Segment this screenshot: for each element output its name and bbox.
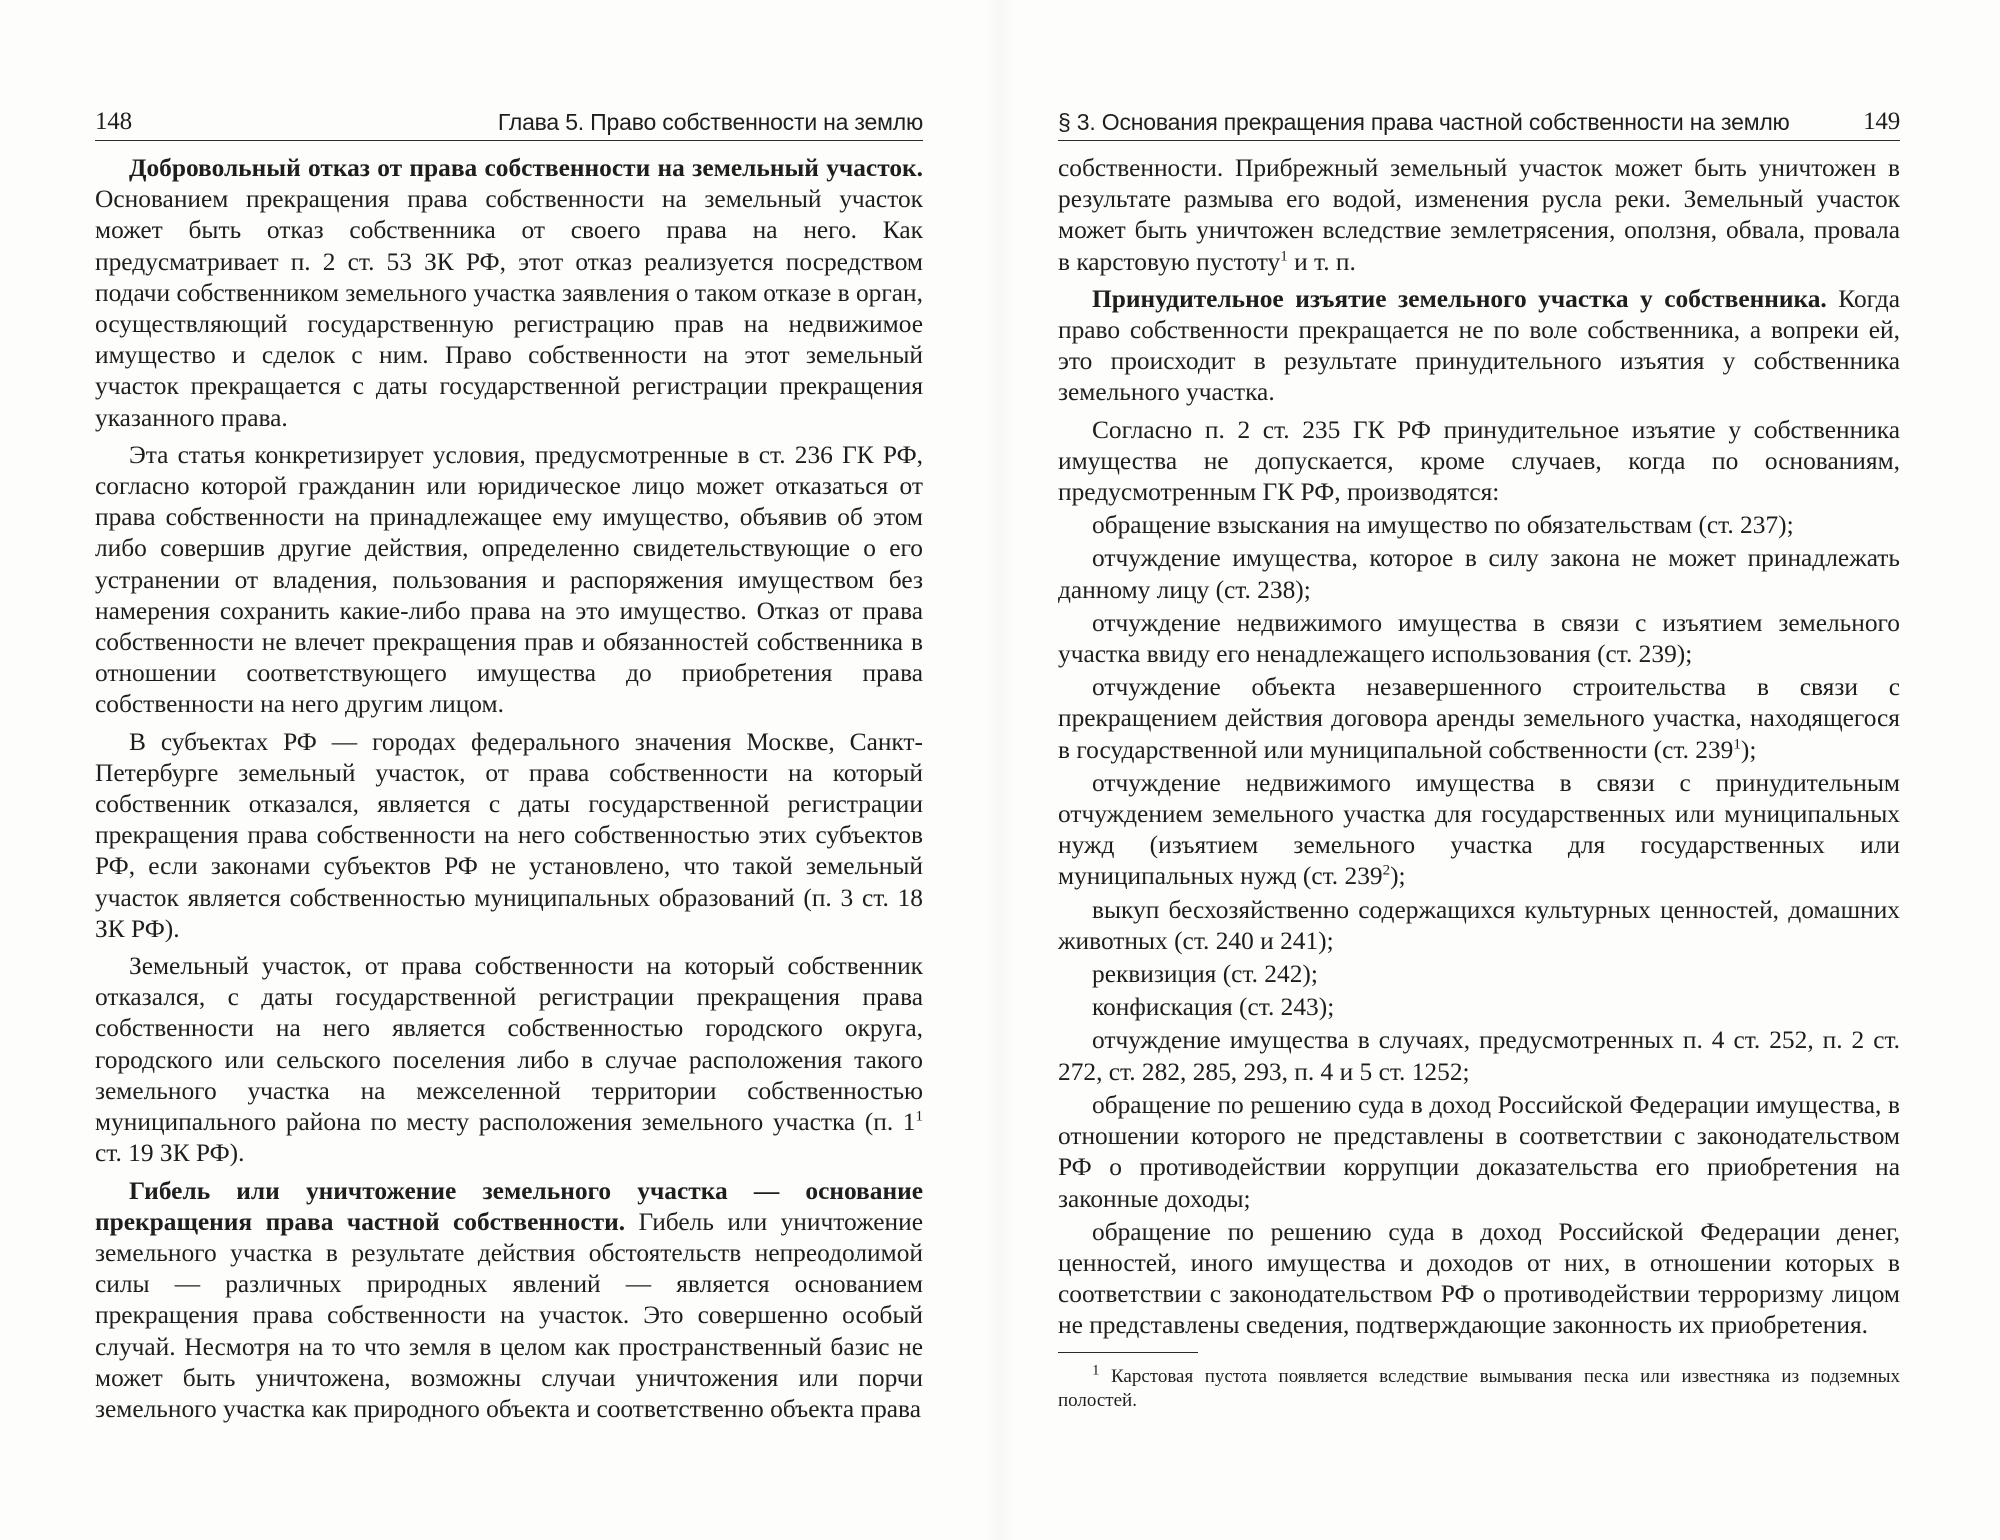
running-title: Глава 5. Право собственности на землю — [497, 109, 923, 135]
paragraph-continuation: собственности. Прибрежный земельный участок может быть уничтожен в результате размыва его водой, изменения русла реки. Земельный участок может быть уничтожен вследствие землетрясения, оползня, обвала, провала в карстовую пустоту$^1$ и т. п. — [1058, 154, 1900, 276]
list-item: реквизиция (ст. 242); — [1092, 960, 1318, 989]
list-item: выкуп бесхозяйственно содержащихся культурных ценностей, домашних животных (ст. 240 и 241); — [1058, 895, 1900, 955]
list-item: отчуждение имущества в случаях, предусмотренных п. 4 ст. 252, п. 2 ст. 272, ст. 282, 285, 293, п. 4 и 5 ст. 1252; — [1058, 1026, 1900, 1086]
list-item: отчуждение имущества, которое в силу закона не может принадлежать данному лицу (ст. 238); — [1058, 544, 1900, 604]
footnote: $^1$ Карстовая пустота появляется вследствие вымывания песка или известняка из подземных полостей. — [1058, 1362, 1900, 1411]
list-item: конфискация (ст. 243); — [1092, 993, 1335, 1022]
right-page — [1058, 108, 1900, 1413]
list-item: отчуждение объекта незавершенного строительства в связи с прекращением действия договора аренды земельного участка, находящегося в государственной или муниципальной собственности (ст. $239^1$); — [1058, 673, 1900, 764]
page-body — [95, 153, 923, 1425]
running-head — [1058, 108, 1900, 141]
page-number: 149 — [1863, 108, 1900, 135]
paragraph-heading: Добровольный отказ от права собственности на земельный участок. — [129, 154, 923, 182]
book-gutter — [985, 0, 1015, 1540]
list-item: отчуждение недвижимого имущества в связи с принудительным отчуждением земельного участка для государственных или муниципальных нужд (изъятием земельного участка для государственных или муниципальных нужд (ст. $239^2$); — [1058, 768, 1900, 891]
paragraph: В субъектах РФ — городах федерального значения Москве, Санкт-Петербурге земельный участок, от права собственности на который собственник отказался, является с даты государственной регистрации прекращения права собственности на него собственностью этих субъектов РФ, если законами субъектов РФ не установлено, что такой земельный участок является собственностью муниципальных образований (п. 3 ст. 18 ЗК РФ). — [95, 727, 923, 943]
page-number: 148 — [95, 108, 132, 135]
running-title: § 3. Основания прекращения права частной собственности на землю — [1058, 109, 1790, 135]
paragraph: Эта статья конкретизирует условия, предусмотренные в ст. 236 ГК РФ, согласно которой гражданин или юридическое лицо может отказаться от права собственности на принадлежащее ему имущество, объявив об этом либо совершив другие действия, определенно свидетельствующие о его устранении от владения, пользования и распоряжения имуществом без намерения сохранить какие-либо права на это имущество. Отказ от права собственности не влечет прекращения прав и обязанностей собственника в отношении соответствующего имущества до приобретения права собственности на него другим лицом. — [95, 440, 923, 719]
superscript: 1 — [915, 1108, 923, 1125]
paragraph-heading: Гибель или уничтожение земельного участка — основание прекращения права частной собственности. — [95, 1176, 923, 1236]
paragraph: Принудительное изъятие земельного участка у собственника. Когда право собственности прекращается не по воле собственника, а вопреки ей, это происходит в результате принудительного изъятия у собственника земельного участка. — [1058, 284, 1900, 407]
footnote-marker: 1 — [1092, 1362, 1100, 1379]
running-head — [95, 108, 923, 141]
superscript: 2 — [1382, 863, 1391, 879]
paragraph-heading: Принудительное изъятие земельного участка у собственника. — [1092, 284, 1827, 313]
list-item: отчуждение недвижимого имущества в связи с изъятием земельного участка ввиду его ненадлежащего использования (ст. 239); — [1058, 608, 1900, 669]
paragraph: Земельный участок, от права собственности на который собственник отказался, с даты государственной регистрации прекращения права собственности на него является собственностью городского округа, городского или сельского поселения либо в случае расположения такого земельного участка на межселенной территории собственностью муниципального района по месту расположения земельного участка (п. $1^1$ ст. 19 ЗК РФ). — [95, 952, 923, 1168]
list-item: обращение по решению суда в доход Российской Федерации денег, ценностей, иного имущества и доходов от них, в отношении которых в соответствии с законодательством РФ о противодействии терроризму лицом не представлены сведения, подтверждающие законность их приобретения. — [1058, 1217, 1900, 1340]
footnote-rule — [1058, 1352, 1198, 1353]
footnote-ref: 1 — [1280, 248, 1288, 265]
paragraph: Гибель или уничтожение земельного участка — основание прекращения права частной собственности. Гибель или уничтожение земельного участка в результате действия обстоятельств непреодолимой силы — различных природных явлений — является основанием прекращения права собственности на участок. Это совершенно особый случай. Несмотря на то что земля в целом как пространственный базис не может быть уничтожена, возможны случаи уничтожения или порчи земельного участка как природного объекта и соответственно объекта права — [95, 1176, 923, 1423]
paragraph: Согласно п. 2 ст. 235 ГК РФ принудительное изъятие у собственника имущества не допускается, кроме случаев, когда по основаниям, предусмотренным ГК РФ, производятся: — [1058, 415, 1900, 507]
paragraph: Добровольный отказ от права собственности на земельный участок. Основанием прекращения права собственности на земельный участок может быть отказ собственника от своего права на него. Как предусматривает п. 2 ст. 53 ЗК РФ, этот отказ реализуется посредством подачи собственником земельного участка заявления о таком отказе в орган, осуществляющий государственную регистрацию прав на недвижимое имущество и сделок с ним. Право собственности на этот земельный участок прекращается с даты государственной регистрации прекращения указанного права. — [95, 154, 923, 432]
list-item: обращение взыскания на имущество по обязательствам (ст. 237); — [1092, 511, 1794, 540]
page-body — [1058, 153, 1900, 1342]
superscript: 1 — [1733, 736, 1741, 753]
left-page — [95, 108, 923, 1425]
list-item: обращение по решению суда в доход Российской Федерации имущества, в отношении которого не представлены в соответствии с законодательством РФ о противодействии коррупции доказательства его приобретения на законные доходы; — [1058, 1090, 1900, 1213]
